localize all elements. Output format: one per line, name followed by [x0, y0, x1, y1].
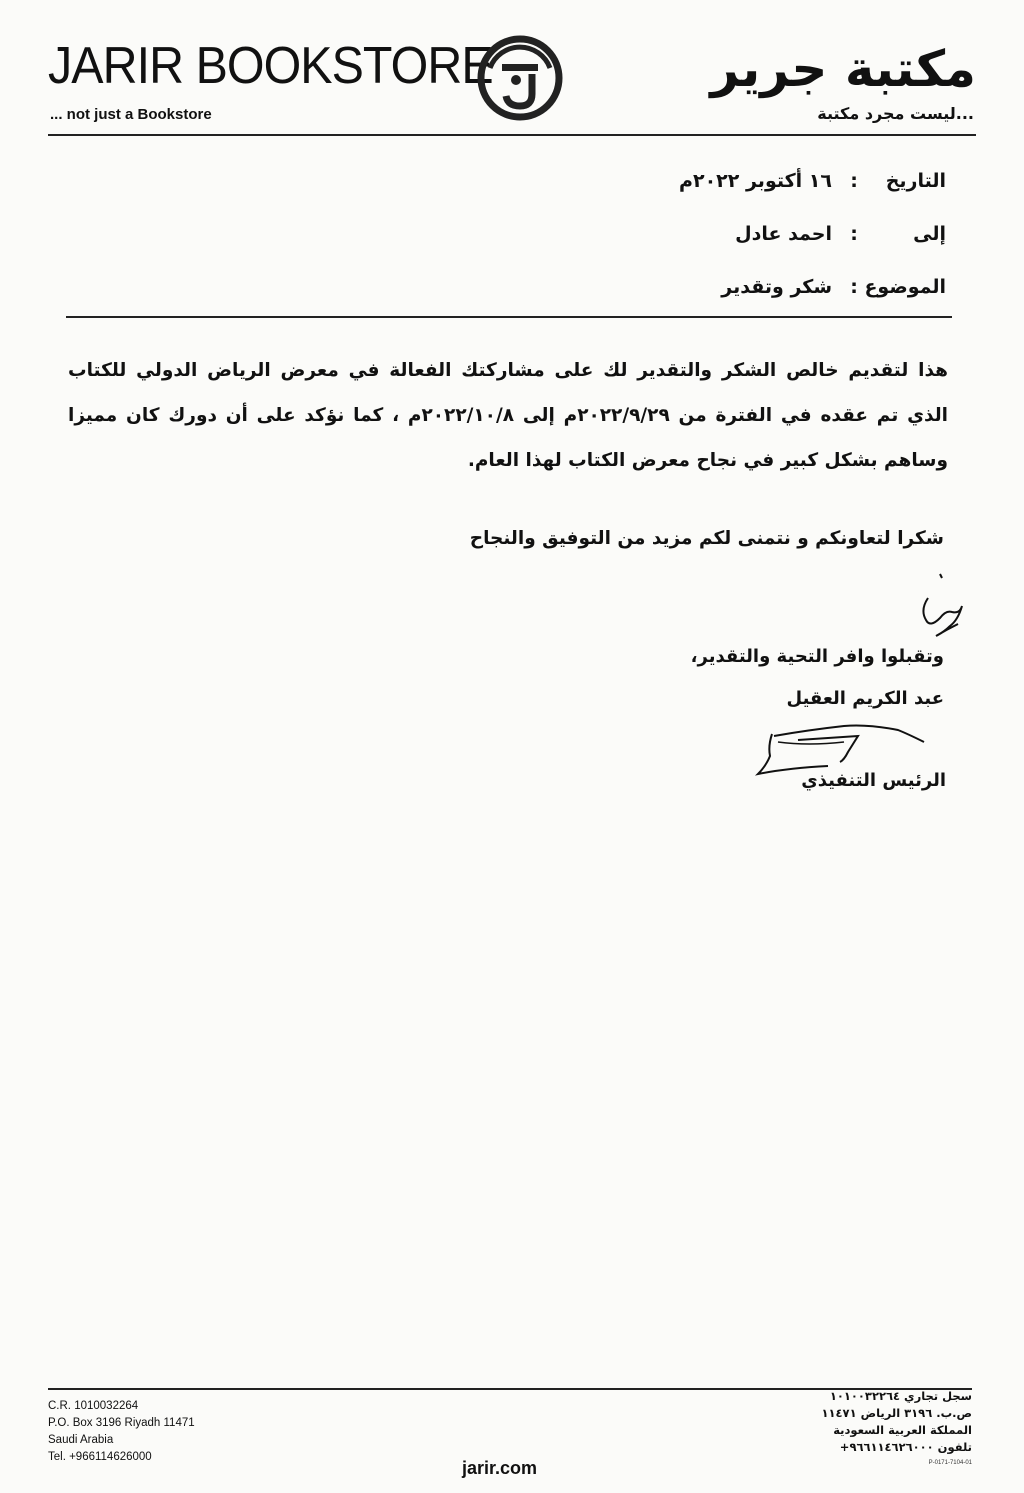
- subject-label: الموضوع: [864, 276, 946, 298]
- footer-website: jarir.com: [462, 1458, 538, 1478]
- footer-phone: Tel. +966114626000: [48, 1451, 152, 1463]
- footer-country-ar: المملكة العربية السعودية: [833, 1423, 972, 1437]
- form-code: P-0171-7104-01: [928, 1460, 972, 1466]
- recipient-row: [735, 219, 946, 249]
- footer-address-arabic: [822, 1388, 973, 1456]
- header-divider: [48, 134, 976, 136]
- handwritten-initials-icon: [900, 570, 970, 640]
- date-row: [679, 166, 946, 196]
- brand-name-arabic: مكتبة جرير: [710, 40, 976, 98]
- date-label: التاريخ: [885, 170, 946, 192]
- footer-cr: C.R. 1010032264: [48, 1400, 139, 1412]
- footer-address-english: [48, 1398, 195, 1466]
- meta-divider: [66, 316, 952, 318]
- recipient-label: إلى: [913, 223, 946, 245]
- recipient-colon: :: [850, 223, 858, 245]
- subject-colon: :: [850, 276, 858, 298]
- signer-name: عبد الكريم العقيل: [786, 688, 944, 709]
- brand-name-english: JARIR BOOKSTORE: [48, 37, 493, 95]
- footer-po-box-ar: ص.ب. ٣١٩٦ الرياض ١١٤٧١: [821, 1406, 972, 1420]
- signer-title: الرئيس التنفيذي: [801, 770, 946, 791]
- jarir-circle-logo-icon: [476, 34, 564, 122]
- recipient-value: احمد عادل: [735, 223, 832, 245]
- closing-line: شكرا لتعاونكم و نتمنى لكم مزيد من التوفيق والنجاح: [469, 528, 944, 549]
- footer-country: Saudi Arabia: [48, 1434, 114, 1446]
- letter-paragraph: هذا لتقديم خالص الشكر والتقدير لك على مشاركتك الفعالة في معرض الرياض الدولي للكتاب الذي تم عقده في الفترة من ٢٠٢٢/٩/٢٩م إلى ٢٠٢٢/١٠/٨م ، كما نؤكد على أن دورك كان مميزا وساهم بشكل كبير في نجاح معرض الكتاب لهذا العام.: [68, 360, 948, 471]
- regards-line: وتقبلوا وافر التحية والتقدير،: [690, 646, 944, 667]
- footer-po-box: P.O. Box 3196 Riyadh 11471: [48, 1417, 195, 1429]
- footer-phone-ar: تلفون ٩٦٦١١٤٦٢٦٠٠٠+: [839, 1440, 972, 1454]
- brand-tagline-arabic: ...ليست مجرد مكتبة: [817, 104, 974, 123]
- subject-row: [721, 272, 946, 302]
- brand-tagline-english: ... not just a Bookstore: [50, 106, 212, 123]
- date-colon: :: [850, 170, 858, 192]
- subject-value: شكر وتقدير: [721, 276, 832, 298]
- date-value: ١٦ أكتوبر ٢٠٢٢م: [679, 170, 832, 192]
- footer-cr-ar: سجل تجاري ١٠١٠٠٣٢٢٦٤: [829, 1389, 972, 1403]
